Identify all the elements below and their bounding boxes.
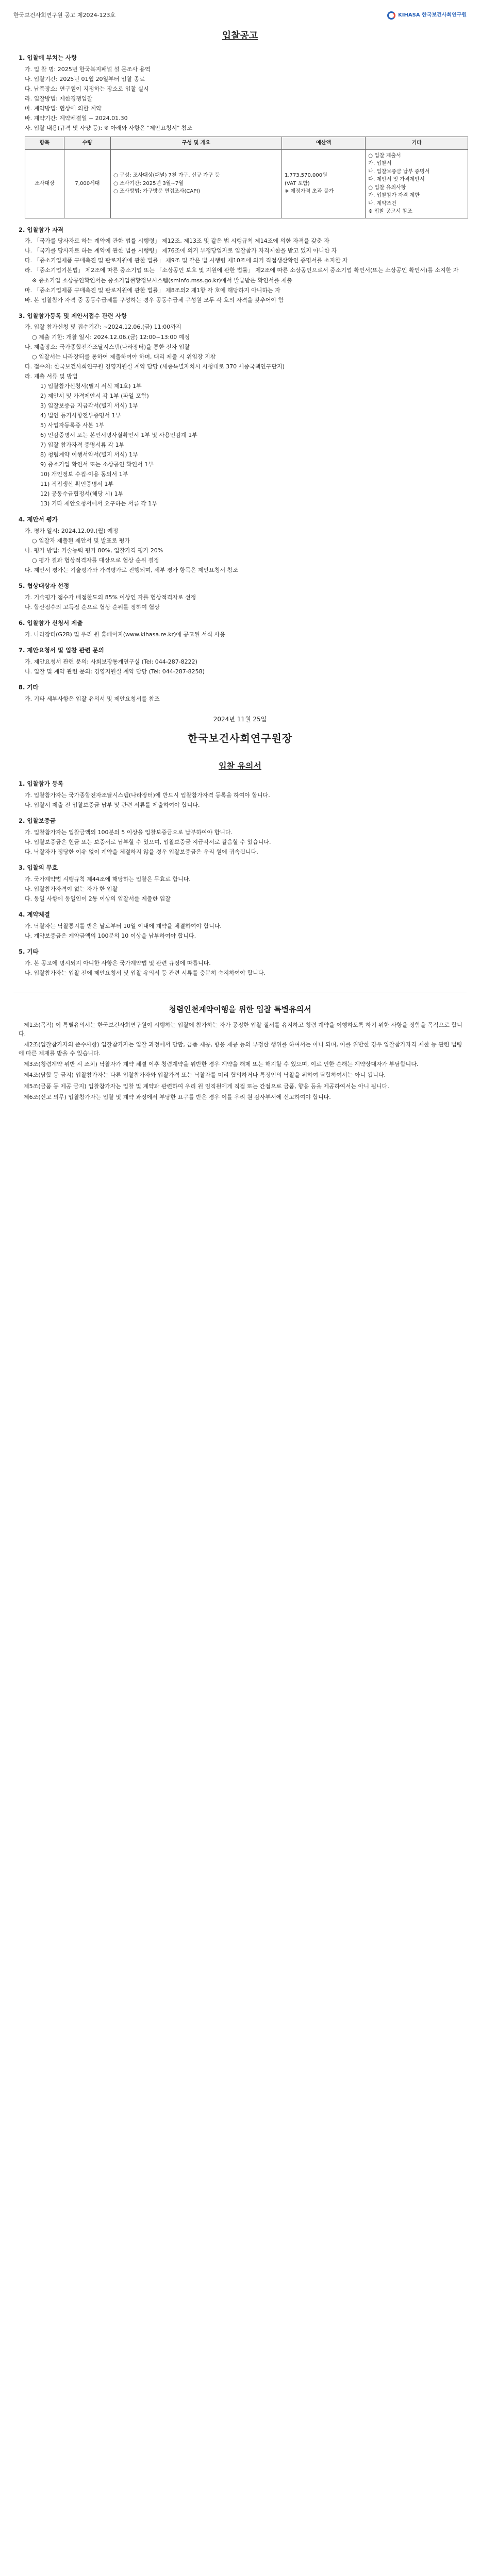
section-line: 가. 나라장터(G2B) 및 우리 원 홈페이지(www.kihasa.re.kr)에 공고된 서식 사용 (25, 631, 225, 638)
section-line: 11) 직접생산 확인증명서 1부 (40, 481, 114, 488)
section-line: 가. 「국가를 당사자로 하는 계약에 관한 법률 시행령」 제12조, 제13조 및 같은 법 시행규칙 제14조에 의한 자격을 갖춘 자 (25, 238, 329, 245)
table-cell: ○ 구성: 조사대상(패널) 7천 가구, 신규 가구 등 ○ 조사기간: 2025년 3월~7월 ○ 조사방법: 가구방문 면접조사(CAPI) (110, 149, 282, 218)
section-heading: 1. 입찰에 부치는 사항 (19, 54, 77, 61)
table-header-cell: 예산액 (282, 137, 365, 150)
pledge-paragraph: 제2조(입찰참가자의 준수사항) 입찰참가자는 입찰 과정에서 담합, 금품 제공, 향응 제공 등의 부정한 행위를 하여서는 아니 되며, 이를 위반한 경우 입찰참가자격 제한 등 관련 법령에 따른 제재를 받을 수 있습니다. (19, 1041, 462, 1057)
section-line: 1) 입찰참가신청서(별지 서식 제1호) 1부 (40, 382, 142, 389)
section-line: 나. 평가 방법: 기술능력 평가 80%, 입찰가격 평가 20% (25, 547, 163, 554)
section-line: 가. 기술평가 점수가 배점한도의 85% 이상인 자를 협상적격자로 선정 (25, 594, 196, 601)
section-line: 6) 인감증명서 또는 본인서명사실확인서 1부 및 사용인감계 1부 (40, 432, 197, 438)
table-header-cell: 항목 (25, 137, 64, 150)
announcement-date: 2024년 11월 25일 (213, 715, 267, 723)
section-line: 5) 사업자등록증 사본 1부 (40, 421, 105, 429)
section-heading: 4. 제안서 평가 (19, 516, 58, 523)
section-line: 3) 입찰보증금 지급각서(별지 서식) 1부 (40, 402, 138, 409)
section-line: 가. 국가계약법 시행규칙 제44조에 해당하는 입찰은 무효로 합니다. (25, 876, 191, 883)
logo-icon (387, 11, 395, 20)
header-bar (13, 9, 467, 22)
section-line: 나. 입찰참가자는 입찰 전에 제안요청서 및 입찰 유의서 등 관련 서류를 충분히 숙지하여야 합니다. (25, 969, 266, 976)
section-line: 가. 낙찰자는 낙찰통지를 받은 날로부터 10일 이내에 계약을 체결하여야 합니다. (25, 922, 222, 929)
section-line: 나. 입찰참가자격이 없는 자가 한 입찰 (25, 886, 118, 893)
section-line: 가. 제안요청서 관련 문의: 사회보장통계연구실 (Tel: 044-287-8222) (25, 658, 197, 665)
section-line: ※ 중소기업 소상공인확인서는 중소기업현황정보시스템(sminfo.mss.go.kr)에서 발급받은 확인서를 제출 (32, 277, 292, 284)
issuer-name: 한국보건사회연구원장 (187, 732, 293, 744)
section-line: 바. 계약기간: 계약체결일 ~ 2024.01.30 (25, 114, 128, 122)
section-heading: 2. 입찰보증금 (19, 817, 56, 825)
section-line: 다. 동일 사항에 동일인이 2통 이상의 입찰서를 제출한 입찰 (25, 895, 171, 903)
page-title: 입찰공고 (222, 30, 258, 41)
section-line: 나. 입찰 및 계약 관련 문의: 경영지원실 계약 담당 (Tel: 044-287-8258) (25, 668, 205, 675)
section-line: 다. 제안서 평가는 기술평가와 가격평가로 진행되며, 세부 평가 항목은 제안요청서 참조 (25, 567, 238, 574)
section-heading: 2. 입찰참가 자격 (19, 226, 64, 233)
section-line: 나. 입찰기간: 2025년 01월 20일부터 입찰 종료 (25, 75, 145, 82)
section-heading: 3. 입찰참가등록 및 제안서접수 관련 사항 (19, 312, 127, 319)
table-row (25, 149, 468, 218)
section-heading: 7. 제안요청서 및 입찰 관련 문의 (19, 647, 104, 654)
section-line: 2) 제안서 및 가격제안서 각 1부 (파일 포함) (40, 392, 149, 399)
section-line: 나. 제출장소: 국가종합전자조달시스템(나라장터)을 통한 전자 입찰 (25, 343, 190, 350)
section-heading: 5. 협상대상자 선정 (19, 582, 70, 590)
section-heading: 4. 계약체결 (19, 911, 50, 919)
section-line: 바. 본 입찰참가 자격 중 공동수급체를 구성하는 경우 공동수급체 구성원 모두 각 호의 자격을 갖추어야 함 (25, 296, 284, 303)
table-cell: ○ 입찰 제출서 가. 입찰서 나. 입찰보증금 납부 증명서 다. 제안서 및 가격제안서 ○ 입찰 유의사항 가. 입찰참가 자격 제한 나. 계약조건 ※ 입찰 공고서 참조 (366, 149, 468, 218)
section-line: 라. 제출 서류 및 방법 (25, 372, 78, 380)
section-line: 다. 접수처: 한국보건사회연구원 경영지원실 계약 담당 (세종특별자치시 시청대로 370 세종국책연구단지) (25, 363, 285, 370)
table-header-cell: 기타 (366, 137, 468, 150)
section-line: 다. 납품장소: 연구원이 지정하는 장소로 입찰 실시 (25, 85, 149, 92)
table-header-cell: 구성 및 개요 (110, 137, 282, 150)
section-line: 나. 「국가를 당사자로 하는 계약에 관한 법률 시행령」 제76조에 의거 부정당업자로 입찰참가 자격제한을 받고 있지 아니한 자 (25, 247, 337, 255)
section-line: 나. 입찰보증금은 현금 또는 보증서로 납부할 수 있으며, 입찰보증금 지급각서로 갈음할 수 있습니다. (25, 839, 271, 846)
section-line: 가. 평가 일시: 2024.12.09.(월) 예정 (25, 528, 119, 535)
section-line: 13) 기타 제안요청서에서 요구하는 서류 각 1부 (40, 500, 157, 507)
section-heading: 1. 입찰참가 등록 (19, 780, 64, 788)
section-line: ○ 입찰서는 나라장터를 통하여 제출하여야 하며, 대리 제출 시 위임장 지참 (32, 353, 216, 360)
section-line: 12) 공동수급협정서(해당 시) 1부 (40, 490, 124, 498)
section-heading: 5. 기타 (19, 948, 39, 956)
section-line: 8) 청렴계약 이행서약서(별지 서식) 1부 (40, 451, 138, 459)
section-line: 10) 개인정보 수집·이용 동의서 1부 (40, 471, 128, 478)
pledge-paragraph: 제5조(금품 등 제공 금지) 입찰참가자는 입찰 및 계약과 관련하여 우리 원 임직원에게 직접 또는 간접으로 금품, 향응 등을 제공하여서는 아니 됩니다. (24, 1082, 389, 1090)
pledge-paragraph: 제6조(신고 의무) 입찰참가자는 입찰 및 계약 과정에서 부당한 요구를 받은 경우 이를 우리 원 감사부서에 신고하여야 합니다. (24, 1093, 331, 1100)
table-cell: 7,000세대 (64, 149, 110, 218)
section-heading: 6. 입찰참가 신청서 제출 (19, 619, 83, 627)
section-line: 라. 「중소기업기본법」 제2조에 따른 중소기업 또는 「소상공인 보호 및 지원에 관한 법률」 제2조에 따른 소상공인으로서 중소기업 확인서(또는 소상공인 확인서)를 소지한 자 (25, 267, 459, 274)
section-line: 4) 법인 등기사항전부증명서 1부 (40, 412, 121, 419)
section-line: 다. 낙찰자가 정당한 이유 없이 계약을 체결하지 않을 경우 입찰보증금은 우리 원에 귀속됩니다. (25, 849, 258, 856)
section-heading: 8. 기타 (19, 684, 39, 691)
section-list-1 (13, 54, 467, 132)
section-line: 나. 입찰서 제출 전 입찰보증금 납부 및 관련 서류를 제출하여야 합니다. (25, 802, 200, 809)
section-line: 가. 입 찰 명: 2025년 한국복지패널 설 문조사 용역 (25, 65, 151, 73)
section-list-2 (13, 226, 467, 703)
section-line: ○ 제출 기한: 개찰 일시: 2024.12.06.(금) 12:00~13:00 예정 (32, 333, 190, 341)
section-line: 가. 입찰 참가신청 및 접수기간: ~2024.12.06.(금) 11:00까지 (25, 324, 181, 331)
pledge-paragraph: 제4조(담합 등 금지) 입찰참가자는 다른 입찰참가자와 입찰가격 또는 낙찰자를 미리 협의하거나 특정인의 낙찰을 위하여 담합하여서는 아니 됩니다. (24, 1072, 386, 1079)
org-logo (387, 11, 467, 20)
section-line: 마. 「중소기업제품 구매촉진 및 판로지원에 관한 법률」 제8조의2 제1항 각 호에 해당하지 아니하는 자 (25, 286, 280, 294)
section-line: 가. 본 공고에 명시되지 아니한 사항은 국가계약법 및 관련 규정에 따릅니다. (25, 959, 211, 967)
section-list-3 (13, 779, 467, 977)
part2-title: 입찰 유의서 (219, 760, 261, 771)
section-line: 가. 기타 세부사항은 입찰 유의서 및 제안요청서를 참조 (25, 695, 160, 702)
pledge-title: 청렴인천계약이행을 위한 입찰 특별유의서 (169, 1004, 311, 1014)
spec-table (25, 137, 468, 218)
section-line: ○ 평가 결과 협상적격자를 대상으로 협상 순위 결정 (32, 557, 159, 564)
section-line: 사. 입찰 내용(규격 및 사양 등): ※ 아래와 사항은 "제안요청서" 참조 (25, 124, 193, 131)
section-line: 9) 중소기업 확인서 또는 소상공인 확인서 1부 (40, 461, 154, 468)
section-line: 나. 계약보증금은 계약금액의 100분의 10 이상을 납부하여야 합니다. (25, 933, 196, 940)
section-line: 라. 입찰방법: 제한경쟁입찰 (25, 95, 93, 102)
section-line: 마. 계약방법: 협상에 의한 계약 (25, 105, 102, 112)
table-header-cell: 수량 (64, 137, 110, 150)
section-line: 다. 「중소기업제품 구매촉진 및 판로지원에 관한 법률」 제9조 및 같은 법 시행령 제10조에 의거 직접생산확인 증명서를 소지한 자 (25, 257, 348, 264)
pledge-paragraph: 제1조(목적) 이 특별유의서는 한국보건사회연구원이 시행하는 입찰에 참가하는 자가 공정한 입찰 질서를 유지하고 청렴 계약을 이행하도록 하기 위한 사항을 정함을 목적으로 합니다. (19, 1022, 462, 1038)
section-line: ○ 입찰자 제출된 제안서 및 발표로 평가 (32, 537, 130, 545)
pledge-paragraph: 제3조(청렴계약 위반 시 조치) 낙찰자가 계약 체결 이후 청렴계약을 위반한 경우 계약을 해제 또는 해지할 수 있으며, 이로 인한 손해는 계약상대자가 부담합니다. (24, 1061, 419, 1068)
section-line: 가. 입찰참가자는 입찰금액의 100분의 5 이상을 입찰보증금으로 납부하여야 합니다. (25, 829, 233, 836)
section-line: 7) 입찰 참가자격 증명서류 각 1부 (40, 442, 125, 449)
table-cell: 1,773,570,000원 (VAT 포함) ※ 예정가격 초과 불가 (282, 149, 365, 218)
section-heading: 3. 입찰의 무효 (19, 864, 58, 872)
section-line: 나. 합산점수의 고득점 순으로 협상 순위를 정하여 협상 (25, 604, 160, 611)
section-line: 가. 입찰참가자는 국가종합전자조달시스템(나라장터)에 반드시 입찰참가자격 등록을 하여야 합니다. (25, 792, 270, 799)
document-number: 한국보건사회연구원 공고 제2024-123호 (13, 12, 116, 19)
logo-text: KIHASA 한국보건사회연구원 (398, 12, 467, 19)
table-cell: 조사대상 (25, 149, 64, 218)
notice-page (0, 0, 480, 1124)
pledge-body (13, 1021, 467, 1101)
